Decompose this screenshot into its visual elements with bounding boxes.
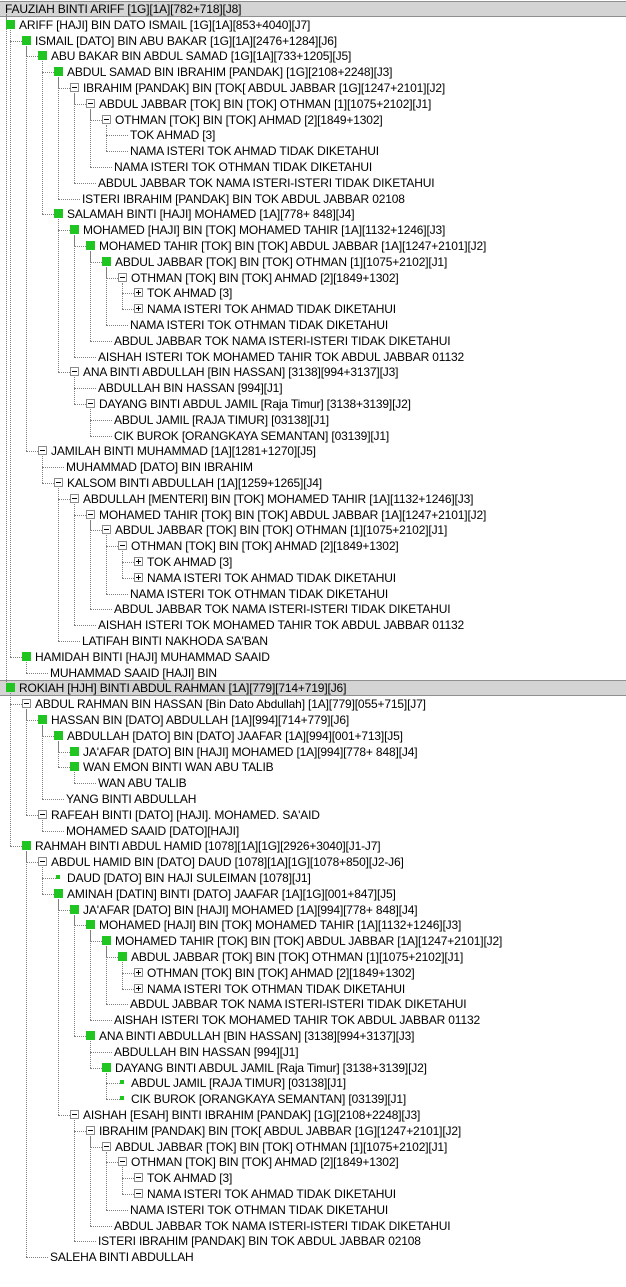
tree-node[interactable] [0,1123,626,1139]
tree-node-label[interactable]: DAYANG BINTI ABDUL JAMIL [Raja Timur] [3138+3139][J2] [99,397,411,411]
tree-node-label[interactable]: ABDUL JABBAR TOK NAMA ISTERI-ISTERI TIDAK DIKETAHUI [98,175,435,190]
tree-node-label[interactable]: ABDUL JAMIL [RAJA TIMUR] [03138][J1] [114,412,329,427]
tree-node-label[interactable]: AISHAH [ESAH] BINTI IBRAHIM [PANDAK] [1G][2108+2248][J3] [83,1108,421,1122]
collapse-minus-icon[interactable] [86,510,95,519]
tree-node[interactable] [0,254,626,270]
tree-node[interactable] [0,586,626,602]
tree-node-label[interactable]: FAUZIAH BINTI ARIFF [1G][1A][782+718][J8] [5,2,242,16]
tree-node[interactable] [0,712,626,728]
tree-node[interactable] [0,301,626,317]
leaf-node-icon[interactable] [56,875,60,879]
tree-node[interactable] [0,1091,626,1107]
expanded-node-icon[interactable] [6,20,15,29]
tree-node[interactable] [0,96,626,112]
expanded-node-icon[interactable] [70,747,79,756]
tree-node-label[interactable]: NAMA ISTERI TOK OTHMAN TIDAK DIKETAHUI [147,981,406,996]
tree-node[interactable] [0,412,626,428]
tree-node-label[interactable]: MOHAMED [HAJI] BIN [TOK] MOHAMED TAHIR [1A][1132+1246][J3] [99,918,462,933]
tree-node-label[interactable]: OTHMAN [TOK] BIN [TOK] AHMAD [2][1849+1302] [131,270,399,285]
tree-node[interactable] [0,601,626,617]
tree-node-label[interactable]: ANA BINTI ABDULLAH [BIN HASSAN] [3138][994+3137][J3] [99,1029,415,1043]
tree-node[interactable] [0,507,626,523]
expand-plus-icon[interactable] [134,984,143,993]
tree-node[interactable] [0,965,626,981]
tree-node-label[interactable]: ROKIAH [HJH] BINTI ABDUL RAHMAN [1A][779][714+719][J6] [19,681,347,696]
expanded-node-icon[interactable] [118,952,127,961]
tree-node[interactable] [0,917,626,933]
tree-node[interactable] [0,1233,626,1249]
expanded-node-icon[interactable] [22,652,31,661]
collapse-minus-icon[interactable] [70,1110,79,1119]
tree-node[interactable] [0,206,626,222]
expand-plus-icon[interactable] [134,304,143,313]
tree-node-label[interactable]: MOHAMED [HAJI] BIN [TOK] MOHAMED TAHIR [1A][1132+1246][J3] [83,223,446,238]
tree-node-label[interactable]: NAMA ISTERI TOK OTHMAN TIDAK DIKETAHUI [130,1202,389,1217]
expanded-node-icon[interactable] [102,1063,111,1072]
tree-node-label[interactable]: OTHMAN [TOK] BIN [TOK] AHMAD [2][1849+1302] [147,965,415,980]
tree-node[interactable] [0,775,626,791]
expanded-node-icon[interactable] [54,209,63,218]
collapse-minus-icon[interactable] [102,525,111,534]
tree-node-label[interactable]: NAMA ISTERI TOK AHMAD TIDAK DIKETAHUI [147,1187,396,1201]
tree-node[interactable] [0,759,626,775]
tree-node[interactable] [0,1,626,17]
tree-node[interactable] [0,949,626,965]
collapse-minus-icon[interactable] [118,541,127,550]
tree-node[interactable] [0,744,626,760]
expanded-node-icon[interactable] [38,51,47,60]
tree-node-label[interactable]: ABDUL JABBAR [TOK] BIN [TOK] OTHMAN [1][1075+2102][J1] [115,1139,448,1154]
collapse-minus-icon[interactable] [22,699,31,708]
collapse-minus-icon[interactable] [118,1157,127,1166]
expanded-node-icon[interactable] [38,715,47,724]
tree-node[interactable] [0,364,626,380]
tree-node[interactable] [0,617,626,633]
expanded-node-icon[interactable] [22,36,31,45]
tree-node-label[interactable]: JAMILAH BINTI MUHAMMAD [1A][1281+1270][J5] [51,444,316,459]
tree-node-label[interactable]: HAMIDAH BINTI [HAJI] MUHAMMAD SAAID [35,649,270,664]
tree-node[interactable] [0,665,626,681]
expanded-node-icon[interactable] [86,1031,95,1040]
expanded-node-icon[interactable] [102,257,111,266]
tree-node[interactable] [0,1060,626,1076]
tree-node-label[interactable]: AISHAH ISTERI TOK MOHAMED TAHIR TOK ABDUL JABBAR 01132 [114,1013,481,1028]
tree-node-label[interactable]: AISHAH ISTERI TOK MOHAMED TAHIR TOK ABDUL JABBAR 01132 [98,618,465,633]
tree-node[interactable] [0,649,626,665]
tree-node[interactable] [0,238,626,254]
tree-node-label[interactable]: HASSAN BIN [DATO] ABDULLAH [1A][994][714+779][J6] [51,713,350,727]
collapse-minus-icon[interactable] [70,494,79,503]
expanded-node-icon[interactable] [86,241,95,250]
collapse-minus-icon[interactable] [102,1142,111,1151]
tree-node-label[interactable]: ANA BINTI ABDULLAH [BIN HASSAN] [3138][994+3137][J3] [83,365,399,380]
tree-node-label[interactable]: ABDUL HAMID BIN [DATO] DAUD [1078][1A][1G][1078+850][J2-J6] [51,855,404,870]
expanded-node-icon[interactable] [70,225,79,234]
tree-node[interactable] [0,807,626,823]
tree-node-label[interactable]: ABU BAKAR BIN ABDUL SAMAD [1G][1A][733+1205][J5] [51,49,352,64]
tree-node-label[interactable]: MOHAMED TAHIR [TOK] BIN [TOK] ABDUL JABBAR [1A][1247+2101][J2] [115,934,503,949]
tree-node-label[interactable]: TOK AHMAD [3] [147,555,233,569]
tree-node-label[interactable]: MOHAMED TAHIR [TOK] BIN [TOK] ABDUL JABBAR [1A][1247+2101][J2] [99,507,487,522]
tree-node-label[interactable]: DAYANG BINTI ABDUL JAMIL [Raja Timur] [3138+3139][J2] [115,1060,427,1075]
tree-node[interactable] [0,33,626,49]
expanded-node-icon[interactable] [54,889,63,898]
tree-node-label[interactable]: MUHAMMAD SAAID [HAJI] BIN [50,665,217,680]
expand-plus-icon[interactable] [134,573,143,582]
tree-node-label[interactable]: RAHMAH BINTI ABDUL HAMID [1078][1A][1G][2926+3040][J1-J7] [35,839,381,854]
tree-node[interactable] [0,159,626,175]
tree-node[interactable] [0,1012,626,1028]
collapse-minus-icon[interactable] [86,1126,95,1135]
tree-node[interactable] [0,1044,626,1060]
tree-node[interactable] [0,838,626,854]
tree-node[interactable] [0,1075,626,1091]
tree-node[interactable] [0,333,626,349]
tree-node[interactable] [0,823,626,839]
expand-plus-icon[interactable] [134,968,143,977]
tree-node-label[interactable]: ABDUL SAMAD BIN IBRAHIM [PANDAK] [1G][2108+2248][J3] [67,65,393,80]
tree-node-label[interactable]: TOK AHMAD [3] [147,286,233,301]
tree-node-label[interactable]: OTHMAN [TOK] BIN [TOK] AHMAD [2][1849+1302] [115,112,383,127]
collapse-minus-icon[interactable] [38,810,47,819]
tree-node-label[interactable]: ABDUL JABBAR TOK NAMA ISTERI-ISTERI TIDAK DIKETAHUI [114,1218,451,1233]
tree-node-label[interactable]: CIK BUROK [ORANGKAYA SEMANTAN] [03139][J1] [131,1092,407,1107]
collapse-minus-icon[interactable] [134,1189,143,1198]
tree-node[interactable] [0,902,626,918]
tree-node[interactable] [0,854,626,870]
expanded-node-icon[interactable] [86,920,95,929]
tree-node-label[interactable]: SALEHA BINTI ABDULLAH [50,1250,194,1265]
tree-node-label[interactable]: YANG BINTI ABDULLAH [66,792,197,806]
tree-node[interactable] [0,112,626,128]
tree-node[interactable] [0,870,626,886]
tree-node[interactable] [0,1218,626,1234]
expanded-node-icon[interactable] [54,731,63,740]
tree-node-label[interactable]: ISTERI IBRAHIM [PANDAK] BIN TOK ABDUL JABBAR 02108 [98,1234,421,1249]
tree-node-label[interactable]: ABDUL RAHMAN BIN HASSAN [Bin Dato Abdullah] [1A][779][055+715][J7] [35,697,426,712]
tree-node-label[interactable]: ARIFF [HAJI] BIN DATO ISMAIL [1G][1A][853+4040][J7] [19,17,311,32]
tree-node-label[interactable]: WAN ABU TALIB [98,776,187,791]
collapse-minus-icon[interactable] [102,115,111,124]
expanded-node-icon[interactable] [70,905,79,914]
expanded-node-icon[interactable] [54,67,63,76]
collapse-minus-icon[interactable] [54,478,63,487]
tree-node[interactable] [0,696,626,712]
tree-node[interactable] [0,728,626,744]
tree-node[interactable] [0,396,626,412]
tree-node-label[interactable]: AMINAH [DATIN] BINTI [DATO] JAAFAR [1A][1G][001+847][J5] [67,886,396,901]
tree-node[interactable] [0,443,626,459]
tree-node[interactable] [0,554,626,570]
expanded-node-icon[interactable] [6,683,15,692]
tree-node-label[interactable]: AISHAH ISTERI TOK MOHAMED TAHIR TOK ABDUL JABBAR 01132 [98,349,465,364]
tree-node[interactable] [0,491,626,507]
tree-node-label[interactable]: ABDUL JABBAR [TOK] BIN [TOK] OTHMAN [1][1075+2102][J1] [115,523,448,538]
tree-node[interactable] [0,317,626,333]
tree-node[interactable] [0,349,626,365]
tree-node-label[interactable]: ISMAIL [DATO] BIN ABU BAKAR [1G][1A][2476+1284][J6] [35,33,337,48]
tree-node-label[interactable]: IBRAHIM [PANDAK] BIN [TOK[ ABDUL JABBAR [1G][1247+2101][J2] [83,81,446,95]
tree-node-label[interactable]: KALSOM BINTI ABDULLAH [1A][1259+1265][J4] [67,476,322,490]
tree-node-label[interactable]: MOHAMED SAAID [DATO][HAJI] [66,823,240,838]
tree-node[interactable] [0,1139,626,1155]
tree-node-label[interactable]: WAN EMON BINTI WAN ABU TALIB [83,760,274,775]
tree-node-label[interactable]: NAMA ISTERI TOK AHMAD TIDAK DIKETAHUI [147,302,396,317]
tree-node-label[interactable]: NAMA ISTERI TOK OTHMAN TIDAK DIKETAHUI [130,318,389,332]
collapse-minus-icon[interactable] [70,367,79,376]
tree-node-label[interactable]: RAFEAH BINTI [DATO] [HAJI]. MOHAMED. SA'AID [51,807,320,822]
tree-node-label[interactable]: IBRAHIM [PANDAK] BIN [TOK[ ABDUL JABBAR [1G][1247+2101][J2] [99,1123,462,1138]
tree-node[interactable] [0,680,626,696]
tree-node[interactable] [0,933,626,949]
tree-node-label[interactable]: SALAMAH BINTI [HAJI] MOHAMED [1A][778+ 848][J4] [67,207,355,222]
tree-node[interactable] [0,475,626,491]
tree-node-label[interactable]: ABDULLAH BIN HASSAN [994][J1] [114,1044,299,1059]
tree-node[interactable] [0,175,626,191]
tree-node-label[interactable]: ABDULLAH BIN HASSAN [994][J1] [98,381,283,396]
tree-node-label[interactable]: NAMA ISTERI TOK OTHMAN TIDAK DIKETAHUI [114,160,373,174]
tree-node[interactable] [0,285,626,301]
tree-node-label[interactable]: TOK AHMAD [3] [130,128,216,143]
tree-node[interactable] [0,791,626,807]
expanded-node-icon[interactable] [70,762,79,771]
expand-plus-icon[interactable] [134,288,143,297]
tree-node[interactable] [0,191,626,207]
tree-node[interactable] [0,1028,626,1044]
tree-node-label[interactable]: NAMA ISTERI TOK OTHMAN TIDAK DIKETAHUI [130,586,389,601]
collapse-minus-icon[interactable] [70,83,79,92]
tree-node[interactable] [0,886,626,902]
tree-node[interactable] [0,80,626,96]
tree-node-label[interactable]: ABDULLAH [DATO] BIN [DATO] JAAFAR [1A][994][001+713][J5] [67,728,403,743]
tree-node[interactable] [0,522,626,538]
tree-node[interactable] [0,1107,626,1123]
tree-node[interactable] [0,1249,626,1265]
tree-node-label[interactable]: MUHAMMAD [DATO] BIN IBRAHIM [66,460,253,475]
tree-node[interactable] [0,143,626,159]
tree-node[interactable] [0,981,626,997]
tree-node[interactable] [0,428,626,444]
tree-node[interactable] [0,996,626,1012]
tree-node-label[interactable]: TOK AHMAD [3] [147,1171,233,1186]
collapse-minus-icon[interactable] [134,1173,143,1182]
tree-node-label[interactable]: LATIFAH BINTI NAKHODA SA'BAN [82,634,268,648]
tree-node[interactable] [0,127,626,143]
tree-node-label[interactable]: DAUD [DATO] BIN HAJI SULEIMAN [1078][J1] [67,871,311,885]
collapse-minus-icon[interactable] [38,857,47,866]
tree-node[interactable] [0,380,626,396]
tree-node[interactable] [0,538,626,554]
tree-node[interactable] [0,1202,626,1218]
tree-node-label[interactable]: OTHMAN [TOK] BIN [TOK] AHMAD [2][1849+1302] [131,1155,399,1170]
tree-node-label[interactable]: ABDUL JABBAR TOK NAMA ISTERI-ISTERI TIDAK DIKETAHUI [114,333,451,348]
tree-node[interactable] [0,459,626,475]
tree-node-label[interactable]: JA'AFAR [DATO] BIN [HAJI] MOHAMED [1A][994][778+ 848][J4] [83,902,418,917]
tree-node[interactable] [0,1186,626,1202]
tree-node[interactable] [0,570,626,586]
collapse-minus-icon[interactable] [86,99,95,108]
tree-node-label[interactable]: ABDUL JAMIL [RAJA TIMUR] [03138][J1] [131,1076,346,1091]
collapse-minus-icon[interactable] [86,399,95,408]
collapse-minus-icon[interactable] [38,446,47,455]
expand-plus-icon[interactable] [134,557,143,566]
collapse-minus-icon[interactable] [118,273,127,282]
tree-node-label[interactable]: NAMA ISTERI TOK AHMAD TIDAK DIKETAHUI [130,144,379,159]
tree-node-label[interactable]: ISTERI IBRAHIM [PANDAK] BIN TOK ABDUL JABBAR 02108 [82,191,405,206]
tree-node[interactable] [0,1170,626,1186]
tree-node-label[interactable]: ABDUL JABBAR [TOK] BIN [TOK] OTHMAN [1][1075+2102][J1] [99,96,432,111]
tree-node[interactable] [0,222,626,238]
tree-node-label[interactable]: ABDUL JABBAR [TOK] BIN [TOK] OTHMAN [1][1075+2102][J1] [115,254,448,269]
tree-node-label[interactable]: OTHMAN [TOK] BIN [TOK] AHMAD [2][1849+1302] [131,539,399,554]
tree-node[interactable] [0,64,626,80]
tree-node-label[interactable]: ABDULLAH [MENTERI] BIN [TOK] MOHAMED TAHIR [1A][1132+1246][J3] [83,491,474,506]
leaf-node-icon[interactable] [120,1080,124,1084]
tree-node[interactable] [0,633,626,649]
tree-node-label[interactable]: MOHAMED TAHIR [TOK] BIN [TOK] ABDUL JABBAR [1A][1247+2101][J2] [99,239,487,253]
tree-node[interactable] [0,1154,626,1170]
tree-node-label[interactable]: JA'AFAR [DATO] BIN [HAJI] MOHAMED [1A][994][778+ 848][J4] [83,744,418,759]
tree-node-label[interactable]: CIK BUROK [ORANGKAYA SEMANTAN] [03139][J1] [114,428,390,443]
expanded-node-icon[interactable] [102,936,111,945]
tree-node-label[interactable]: ABDUL JABBAR TOK NAMA ISTERI-ISTERI TIDAK DIKETAHUI [114,602,451,617]
tree-node[interactable] [0,48,626,64]
tree-node[interactable] [0,17,626,33]
tree-node-label[interactable]: ABDUL JABBAR TOK NAMA ISTERI-ISTERI TIDAK DIKETAHUI [130,997,467,1012]
tree-node[interactable] [0,270,626,286]
leaf-node-icon[interactable] [120,1096,124,1100]
tree-node-label[interactable]: NAMA ISTERI TOK AHMAD TIDAK DIKETAHUI [147,570,396,585]
expanded-node-icon[interactable] [22,841,31,850]
tree-node-label[interactable]: ABDUL JABBAR [TOK] BIN [TOK] OTHMAN [1][1075+2102][J1] [131,950,464,964]
